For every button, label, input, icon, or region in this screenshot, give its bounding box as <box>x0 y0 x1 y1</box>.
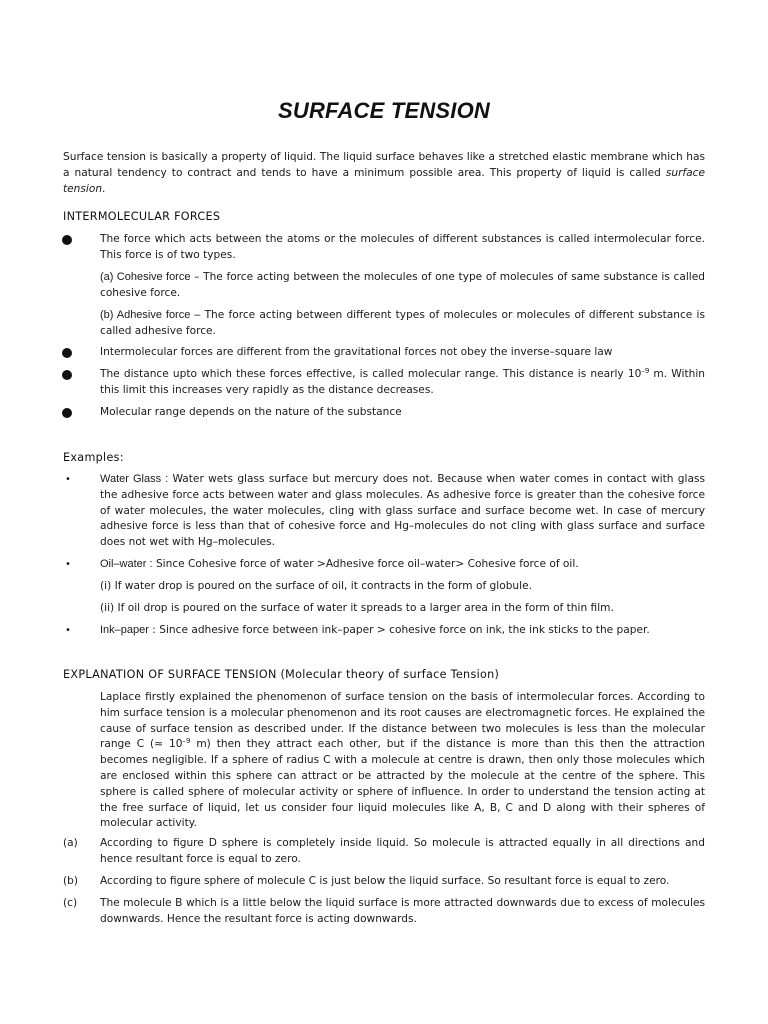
adhesive-force-item <box>100 308 705 340</box>
ink-paper-text: : Since adhesive force between ink–paper > cohesive force on ink, the ink sticks to the paper. <box>148 624 650 636</box>
explanation-heading: EXPLANATION OF SURFACE TENSION (Molecular theory of surface Tension) <box>63 668 500 681</box>
bullet-molecular-range-nature: Molecular range depends on the nature of the substance <box>100 406 402 418</box>
bullet-icon <box>62 235 72 245</box>
exponent: –9 <box>641 367 650 375</box>
small-bullet-icon: • <box>65 559 71 570</box>
exponent: –9 <box>182 737 191 746</box>
page-title: SURFACE TENSION <box>277 98 491 123</box>
adhesive-force-label: (b) Adhesive force – <box>100 309 201 321</box>
item-a-text: According to figure D sphere is completely inside liquid. So molecule is attracted equally in all directions and hence resultant force is equal to zero. <box>100 837 705 865</box>
example-ink-paper <box>100 623 705 639</box>
example-oil-water <box>100 557 705 573</box>
bullet-icon <box>62 408 72 418</box>
item-lead-c: (c) <box>63 897 78 909</box>
oil-water-item-ii: (ii) If oil drop is poured on the surface of water it spreads to a larger area in the form of thin film. <box>100 602 614 614</box>
examples-heading: Examples: <box>63 451 124 464</box>
laplace-text: Laplace firstly explained the phenomenon of surface tension on the basis of intermolecular forces. According to him surface tension is a molecular phenomenon and its root causes are electromagnetic forces. He explained the cause of surface tension as described under. If the distance between two molecules is less than the molecular range C ( <box>100 691 705 751</box>
molecular-range-text-end: m. Within this limit this increases very rapidly as the distance decreases. <box>100 368 705 396</box>
item-b-text: According to figure sphere of molecule C is just below the liquid surface. So resultant force is equal to zero. <box>100 875 670 887</box>
small-bullet-icon: • <box>65 474 71 485</box>
bullet-intermolecular-force: The force which acts between the atoms or the molecules of different substances is called intermolecular force. This force is of two types. <box>100 233 705 261</box>
intro-emphasis: surface tension <box>63 166 705 195</box>
intermolecular-forces-heading: INTERMOLECULAR FORCES <box>63 210 221 223</box>
item-lead-b: (b) <box>63 875 78 887</box>
cohesive-force-item <box>100 270 705 302</box>
small-bullet-icon: • <box>65 625 71 636</box>
ink-paper-label: Ink–paper <box>100 624 149 636</box>
bullet-inverse-square: Intermolecular forces are different from the gravitational forces not obey the inverse–square law <box>100 346 613 358</box>
item-lead-a: (a) <box>63 837 78 849</box>
example-water-glass <box>100 472 705 551</box>
intro-paragraph <box>63 150 705 197</box>
water-glass-label: Water Glass : <box>100 473 169 485</box>
approx-symbol: ≈ <box>154 738 164 751</box>
cohesive-force-label: (a) Cohesive force <box>100 271 191 283</box>
laplace-text-rest: m) then they attract each other, but if the distance is more than this then the attraction becomes negligible. If a sphere of radius C with a molecule at centre is drawn, then only those molecules which are enclosed within this sphere can attract or be attracted by the molecule at the centre of the sphere. This sphere is called sphere of molecular activity or sphere of influence. In order to understand the tension acting at the free surface of liquid, let us consider four liquid molecules like A, B, C and D along with their spheres of molecular activity. <box>100 738 705 830</box>
intro-text: Surface tension is basically a property of liquid. The liquid surface behaves like a stretched elastic membrane which has a natural tendency to contract and tends to have a minimum possible area. This property of liquid is called <box>63 151 705 179</box>
water-glass-text: Water wets glass surface but mercury does not. Because when water comes in contact with glass the adhesive force acts between water and glass molecules. As adhesive force is greater than the cohesive force of water molecules, the water molecules, cling with glass surface and surface become wet. In case of mercury adhesive force is less than that of cohesive force and Hg–molecules do not cling with glass surface and surface does not wet with Hg–molecules. <box>100 473 706 549</box>
bullet-icon <box>62 348 72 358</box>
oil-water-label: Oil–water : <box>100 558 153 570</box>
laplace-text-value: 10 <box>163 738 183 751</box>
bullet-molecular-range <box>100 367 705 399</box>
molecular-range-text: The distance upto which these forces effective, is called molecular range. This distance is nearly 10 <box>100 368 642 380</box>
intro-end: . <box>102 182 106 195</box>
oil-water-item-i: (i) If water drop is poured on the surface of oil, it contracts in the form of globule. <box>100 580 532 592</box>
bullet-icon <box>62 370 72 380</box>
oil-water-text: Since Cohesive force of water >Adhesive force oil–water> Cohesive force of oil. <box>152 558 579 570</box>
item-c-text: The molecule B which is a little below the liquid surface is more attracted downwards due to excess of molecules downwards. Hence the resultant force is acting downwards. <box>100 897 705 925</box>
laplace-paragraph <box>100 690 705 832</box>
adhesive-force-text: The force acting between different types of molecules or molecules of different substance is called adhesive force. <box>100 309 705 337</box>
cohesive-force-text: – The force acting between the molecules of one type of molecules of same substance is called cohesive force. <box>100 271 705 299</box>
